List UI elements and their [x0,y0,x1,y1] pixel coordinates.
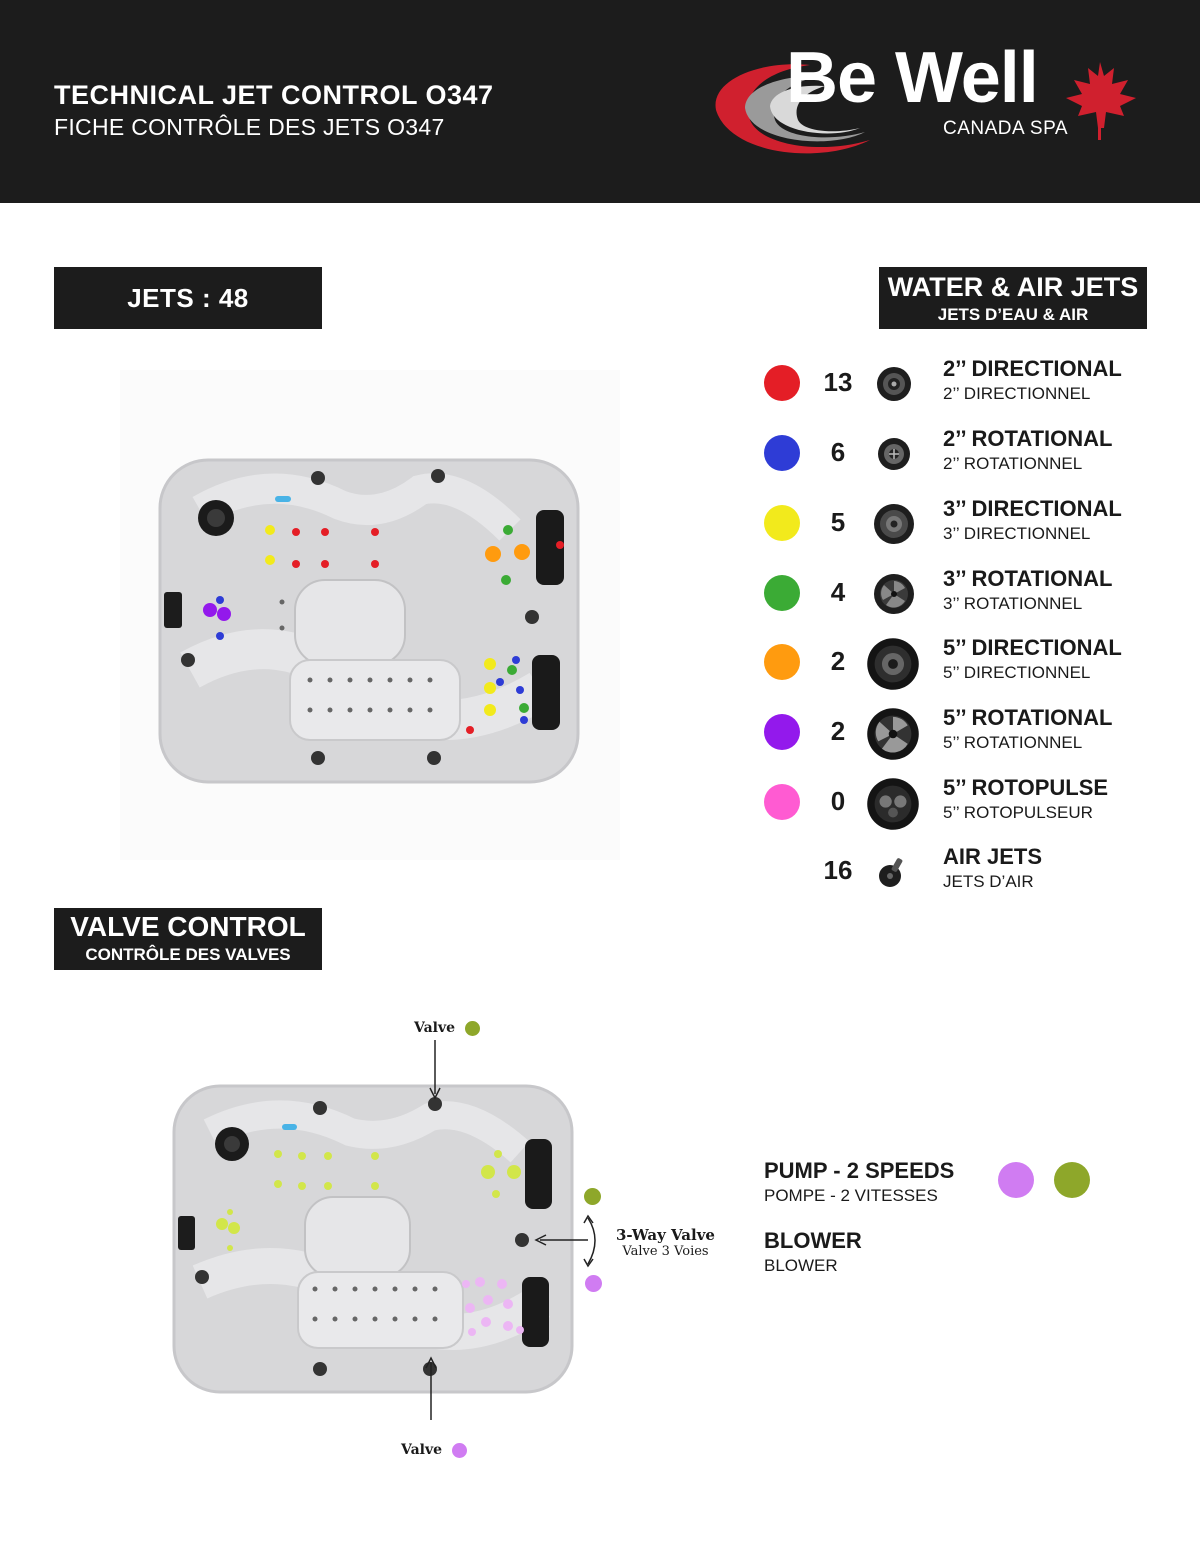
legend-name-fr: 5’’ ROTOPULSEUR [943,803,1093,822]
directional-jet-icon [866,637,920,691]
legend-color-dot [764,435,800,471]
directional-jet-icon [872,362,916,406]
logo-tagline: CANADA SPA [943,118,1069,139]
three-way-green-dot [584,1188,601,1205]
legend-count: 2 [830,716,846,746]
legend-count: 16 [823,855,853,885]
legend-row [760,356,1180,422]
top-valve-label: Valve [414,1020,456,1036]
three-way-violet-dot [585,1275,602,1292]
legend-row [760,635,1180,701]
legend-name: 3’’ DIRECTIONAL [943,496,1122,521]
legend-count: 2 [830,646,846,676]
spa-top-view-jet-layout [120,370,620,860]
three-way-valve-label [616,1226,715,1259]
legend-name: 2’’ DIRECTIONAL [943,356,1122,381]
three-way-valve-title-fr: Valve 3 Voies [622,1244,709,1259]
legend-color-dot [764,575,800,611]
legend-count: 5 [830,507,846,537]
pump-speed-2-dot [1054,1162,1090,1198]
legend-name-fr: 5’’ DIRECTIONNEL [943,663,1091,682]
legend-name-fr: 3’’ DIRECTIONNEL [943,524,1091,543]
water-air-subtitle: JETS D’EAU & AIR [937,305,1089,324]
legend-color-dot [764,714,800,750]
three-way-valve-title: 3-Way Valve [616,1226,715,1244]
legend-name: 5’’ ROTOPULSE [943,775,1109,800]
legend-color-dot [764,505,800,541]
blower-subtitle: BLOWER [764,1256,838,1275]
legend-name-fr: 2’’ ROTATIONNEL [943,454,1083,473]
water-air-title: WATER & AIR JETS [887,272,1139,302]
pump-title: PUMP - 2 SPEEDS [764,1158,955,1183]
water-air-jets-box [879,267,1147,329]
legend-row [760,844,1180,910]
legend-row [760,566,1180,632]
jets-total-box [54,267,322,329]
legend-count: 0 [830,786,846,816]
legend-row [760,775,1180,841]
legend-name-fr: 3’’ ROTATIONNEL [943,594,1083,613]
valve-control-box [54,908,322,970]
header-bar [0,0,1200,203]
legend-name: AIR JETS [943,844,1043,869]
legend-row [760,426,1180,492]
legend-name: 5’’ ROTATIONAL [943,705,1113,730]
legend-count: 13 [823,367,853,397]
legend-color-dot [764,365,800,401]
legend-row [760,705,1180,771]
rotopulse-jet-icon [866,777,920,831]
top-valve-dot [465,1021,480,1036]
legend-row [760,496,1180,562]
legend-count: 6 [830,437,846,467]
bottom-valve-dot [452,1443,467,1458]
logo-wordmark: Be Well [786,38,1038,118]
legend-name-fr: JETS D’AIR [943,872,1034,891]
rotational-jet-icon [866,707,920,761]
maple-leaf-icon [1066,62,1136,128]
legend-color-dot [764,784,800,820]
legend-name: 2’’ ROTATIONAL [943,426,1113,451]
legend-name: 3’’ ROTATIONAL [943,566,1113,591]
legend-name-fr: 5’’ ROTATIONNEL [943,733,1083,752]
directional-jet-icon [872,502,916,546]
document-title: TECHNICAL JET CONTROL O347 [54,80,494,110]
rotational-jet-icon [872,572,916,616]
blower-title: BLOWER [764,1228,862,1253]
document-subtitle: FICHE CONTRÔLE DES JETS O347 [54,114,445,140]
legend-name: 5’’ DIRECTIONAL [943,635,1122,660]
bottom-valve-label: Valve [401,1442,443,1458]
valve-control-subtitle: CONTRÔLE DES VALVES [85,945,291,964]
valve-control-title: VALVE CONTROL [70,911,306,942]
brand-logo [700,40,1160,170]
pump-speed-1-dot [998,1162,1034,1198]
legend-color-dot [764,644,800,680]
jets-total-label: JETS : 48 [127,283,249,313]
legend-name-fr: 2’’ DIRECTIONNEL [943,384,1091,403]
valve-arrows-overlay [400,1030,640,1430]
pump-subtitle: POMPE - 2 VITESSES [764,1186,938,1205]
rotational-jet-icon [872,432,916,476]
air-jet-icon [872,850,916,894]
legend-count: 4 [830,577,846,607]
